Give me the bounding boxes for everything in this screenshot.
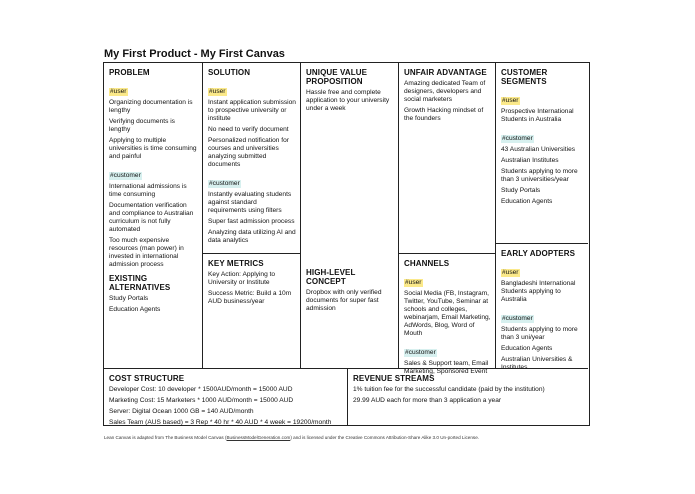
list-item: Super fast admission process bbox=[208, 218, 295, 225]
list-item: Personalized notification for courses and universities analyzing submitted documents bbox=[208, 137, 290, 168]
list-item: Growth Hacking mindset of the founders bbox=[404, 107, 484, 122]
channels-section bbox=[398, 253, 495, 375]
solution-heading: SOLUTION bbox=[208, 68, 251, 77]
unfair-heading: UNFAIR ADVANTAGE bbox=[404, 68, 487, 77]
key-metrics-list bbox=[208, 271, 296, 306]
user-tag: #user bbox=[502, 97, 519, 104]
early-adopters-section bbox=[495, 243, 588, 371]
revenue-heading: REVENUE STREAMS bbox=[353, 374, 435, 383]
list-item: Documentation verification and compliance to Australian curriculum is not fully automated bbox=[109, 202, 194, 233]
list-item: Bangladeshi International Students applying to Australia bbox=[501, 280, 576, 303]
solution-section bbox=[202, 63, 300, 253]
segments-user-list bbox=[501, 108, 584, 124]
list-item: Amazing dedicated Team of designers, developers and social marketers bbox=[404, 80, 486, 103]
list-item: Verifying documents is lengthy bbox=[109, 118, 175, 133]
key-metrics-section bbox=[202, 253, 300, 368]
list-item: 1% tuition fee for the successful candidate (paid by the institution) bbox=[353, 386, 545, 393]
list-item: International admissions is time consuming bbox=[109, 183, 187, 198]
list-item: 29.99 AUD each for more than 3 application a year bbox=[353, 397, 502, 404]
list-item: Instant application submission to prospective university or institute bbox=[208, 99, 296, 122]
list-item: Marketing Cost: 15 Marketers * 1000 AUD/month = 15000 AUD bbox=[109, 397, 294, 404]
list-item: Students applying to more than 3 universities/year bbox=[501, 168, 578, 183]
channels-user-list bbox=[404, 290, 491, 338]
user-tag: #user bbox=[502, 269, 519, 276]
early-user-list bbox=[501, 280, 584, 304]
list-item: Australian Institutes bbox=[501, 157, 559, 164]
user-tag: #user bbox=[405, 279, 422, 286]
list-item: Server: Digital Ocean 1000 GB = 140 AUD/month bbox=[109, 408, 254, 415]
customer-tag: #customer bbox=[502, 135, 533, 142]
list-item: Instantly evaluating students against standard requirements using filters bbox=[208, 191, 292, 214]
segments-customer-list bbox=[501, 146, 584, 206]
list-item: Australian Universities & Institutes bbox=[501, 356, 573, 371]
alternatives-heading: EXISTING ALTERNATIVES bbox=[109, 274, 171, 292]
list-item: Education Agents bbox=[109, 306, 161, 313]
problem-section bbox=[104, 63, 202, 313]
list-item: Education Agents bbox=[501, 345, 553, 352]
unfair-advantage-section bbox=[398, 63, 495, 253]
list-item: Students applying to more than 3 uni/year bbox=[501, 326, 578, 341]
uvp-section bbox=[300, 63, 398, 263]
license-footer bbox=[104, 435, 479, 440]
high-level-section bbox=[300, 263, 398, 368]
cost-list bbox=[109, 386, 343, 427]
list-item: Social Media (FB, Instagram, Twitter, YouTube, Seminar at schools and colleges, webinarjam, Email Marketing, AdWords, Blog, Word of Mouth bbox=[404, 290, 491, 337]
customer-segments-section bbox=[495, 63, 588, 243]
list-item: Prospective International Students in Australia bbox=[501, 108, 574, 123]
list-item: Organizing documentation is lengthy bbox=[109, 99, 193, 114]
problem-customer-list bbox=[109, 183, 198, 269]
problem-heading: PROBLEM bbox=[109, 68, 150, 77]
uvp-heading: UNIQUE VALUE PROPOSITION bbox=[306, 68, 368, 86]
revenue-list bbox=[353, 386, 584, 405]
footer-text-post: ) and is licensed under the Creative Commons Attribution-Share Alike 3.0 Un-ported License. bbox=[290, 435, 480, 440]
list-item: Education Agents bbox=[501, 198, 553, 205]
list-item: Study Portals bbox=[109, 295, 149, 302]
user-tag: #user bbox=[209, 88, 226, 95]
list-item: Dropbox with only verified documents for super fast admission bbox=[306, 289, 382, 312]
solution-user-list bbox=[208, 99, 296, 169]
high-level-list bbox=[306, 289, 394, 313]
customer-tag: #customer bbox=[110, 172, 141, 179]
user-tag: #user bbox=[110, 88, 127, 95]
customer-tag: #customer bbox=[405, 349, 436, 356]
lean-canvas bbox=[103, 62, 590, 426]
list-item: 43 Australian Universities bbox=[501, 146, 576, 153]
list-item: Study Portals bbox=[501, 187, 541, 194]
customer-tag: #customer bbox=[209, 180, 240, 187]
high-level-heading: HIGH-LEVEL CONCEPT bbox=[306, 268, 356, 286]
solution-customer-list bbox=[208, 191, 296, 245]
early-customer-list bbox=[501, 326, 584, 372]
list-item: Hassle free and complete application to your university under a week bbox=[306, 89, 390, 112]
list-item: Key Action: Applying to University or Institute bbox=[208, 271, 276, 286]
cost-structure-section bbox=[104, 368, 347, 425]
cost-heading: COST STRUCTURE bbox=[109, 374, 185, 383]
list-item: Success Metric: Build a 10m AUD business/year bbox=[208, 290, 292, 305]
uvp-list bbox=[306, 89, 394, 113]
list-item: Too much expensive resources (man power) in invested in international admission process bbox=[109, 237, 184, 268]
business-model-link[interactable]: BusinessModelGeneration.com bbox=[226, 435, 291, 440]
alternatives-list bbox=[109, 295, 198, 314]
canvas-title: My First Product - My First Canvas bbox=[104, 48, 285, 60]
problem-user-list bbox=[109, 99, 198, 161]
list-item: Developer Cost: 10 developer * 1500AUD/month = 15000 AUD bbox=[109, 386, 293, 393]
revenue-streams-section bbox=[347, 368, 588, 425]
channels-heading: CHANNELS bbox=[404, 259, 450, 268]
list-item: Sales Team (AUS based) = 3 Rep * 40 hr * 40 AUD * 4 week = 19200/month bbox=[109, 419, 332, 426]
list-item: Analyzing data utilizing AI and data analytics bbox=[208, 229, 296, 244]
customer-tag: #customer bbox=[502, 315, 533, 322]
footer-text-pre: Lean Canvas is adapted from The Business Model Canvas ( bbox=[104, 435, 227, 440]
list-item: Applying to multiple universities is time consuming and painful bbox=[109, 137, 197, 160]
list-item: No need to verify document bbox=[208, 126, 289, 133]
unfair-list bbox=[404, 80, 491, 123]
segments-heading: CUSTOMER SEGMENTS bbox=[501, 68, 548, 86]
list-item: Sales & Support team, Email Marketing, Sponsored Event bbox=[404, 360, 489, 375]
key-metrics-heading: KEY METRICS bbox=[208, 259, 264, 268]
early-heading: EARLY ADOPTERS bbox=[501, 249, 576, 258]
